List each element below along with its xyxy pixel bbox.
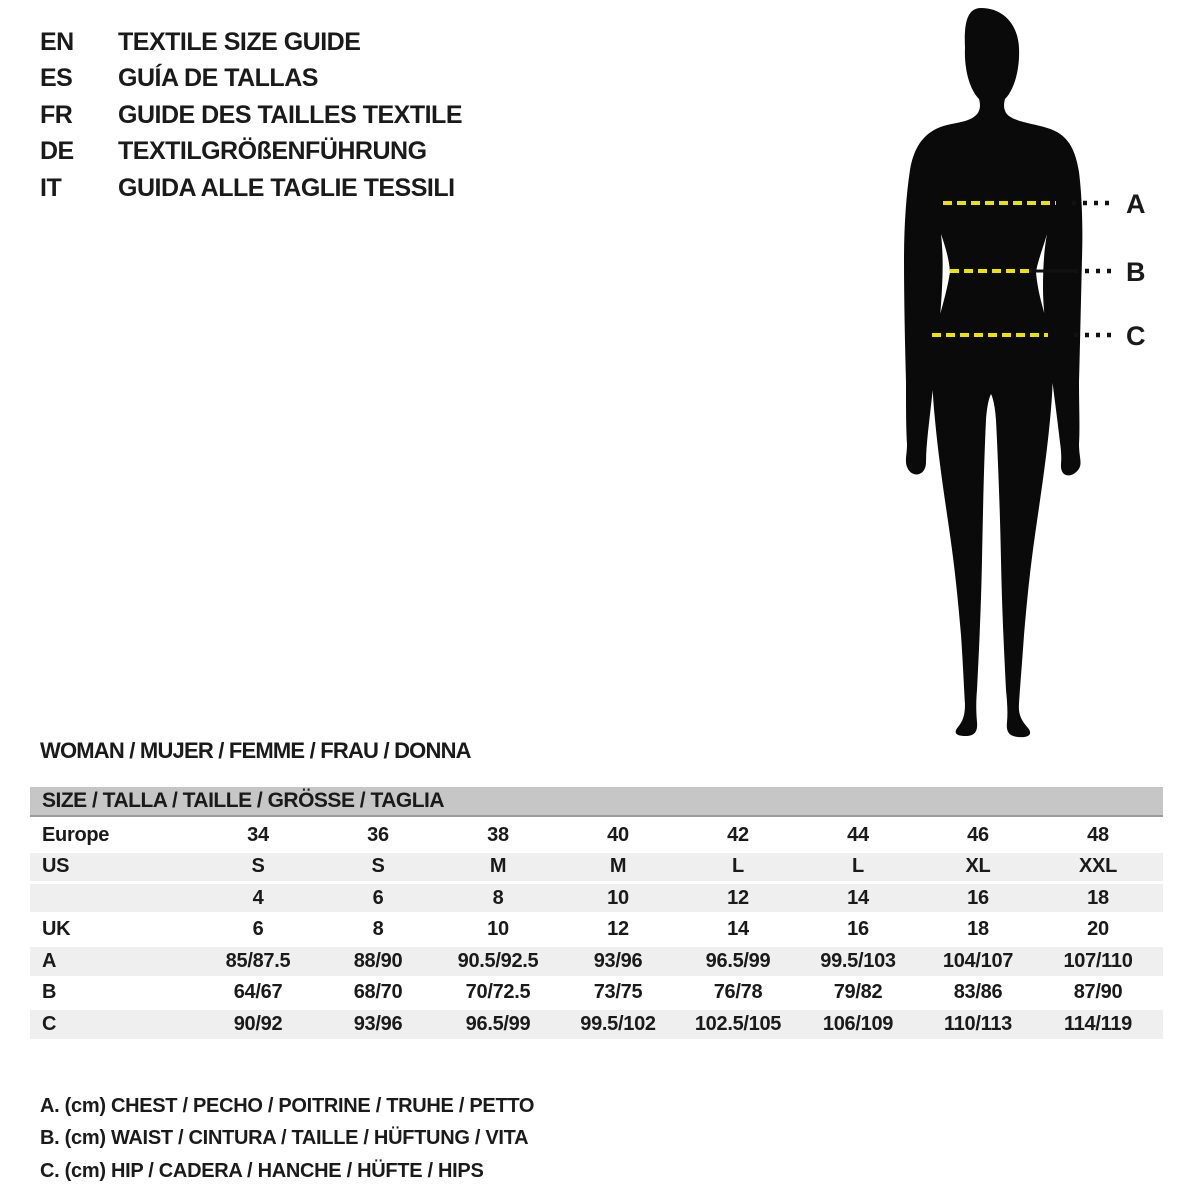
- size-table-body: [30, 821, 1163, 1039]
- size-value-cell: M: [609, 855, 627, 878]
- table-row: [30, 916, 1163, 944]
- size-value-cell: 36: [367, 823, 389, 846]
- size-value-cell: 99.5/102: [580, 1013, 656, 1036]
- language-code: DE: [40, 137, 74, 166]
- size-value-cell: S: [251, 855, 265, 878]
- size-value-cell: 10: [487, 918, 509, 941]
- size-value-cell: 76/78: [713, 981, 763, 1004]
- language-row-de: [40, 134, 462, 171]
- gender-heading: WOMAN / MUJER / FEMME / FRAU / DONNA: [40, 738, 471, 763]
- size-value-cell: 14: [727, 918, 749, 941]
- table-row: [30, 1010, 1163, 1038]
- marker-label-chest: A: [1126, 189, 1146, 219]
- size-value-cell: 102.5/105: [694, 1013, 782, 1036]
- size-value-cell: L: [732, 855, 744, 878]
- size-value-cell: 12: [727, 886, 749, 909]
- size-value-cell: 70/72.5: [465, 981, 531, 1004]
- row-label: US: [42, 855, 70, 878]
- table-row: [30, 853, 1163, 881]
- size-value-cell: 6: [252, 918, 264, 941]
- size-value-cell: 83/86: [953, 981, 1003, 1004]
- table-row: [30, 979, 1163, 1007]
- size-value-cell: 110/113: [944, 1013, 1012, 1036]
- size-value-cell: XXL: [1079, 855, 1117, 878]
- size-value-cell: 93/96: [353, 1013, 403, 1036]
- language-row-es: [40, 61, 462, 98]
- size-value-cell: 40: [607, 823, 629, 846]
- legend-line: A. (cm) CHEST / PECHO / POITRINE / TRUHE / PETTO: [40, 1094, 535, 1117]
- size-value-cell: 87/90: [1073, 981, 1123, 1004]
- size-value-cell: 106/109: [822, 1013, 894, 1036]
- language-row-it: [40, 170, 462, 207]
- marker-label-waist: B: [1126, 257, 1146, 287]
- size-value-cell: 79/82: [833, 981, 883, 1004]
- size-value-cell: 96.5/99: [705, 949, 771, 972]
- size-value-cell: 6: [372, 886, 384, 909]
- guide-title-text: GUÍA DE TALLAS: [118, 64, 318, 93]
- table-row: [30, 947, 1163, 975]
- size-value-cell: 85/87.5: [225, 949, 291, 972]
- measurement-legend: [40, 1090, 534, 1188]
- size-value-cell: 99.5/103: [820, 949, 896, 972]
- body-measurement-figure: [860, 0, 1200, 740]
- size-value-cell: 107/110: [1063, 949, 1133, 972]
- language-row-fr: [40, 97, 462, 134]
- marker-label-hip: C: [1126, 321, 1146, 351]
- guide-title-text: GUIDE DES TAILLES TEXTILE: [118, 100, 463, 129]
- size-value-cell: 46: [967, 823, 989, 846]
- language-code: ES: [40, 64, 73, 93]
- size-value-cell: 38: [487, 823, 509, 846]
- size-value-cell: 44: [847, 823, 869, 846]
- row-label: A: [42, 949, 57, 972]
- language-row-en: [40, 24, 462, 61]
- legend-line: C. (cm) HIP / CADERA / HANCHE / HÜFTE / HIPS: [40, 1159, 484, 1182]
- table-row: [30, 884, 1163, 912]
- size-value-cell: 88/90: [353, 949, 403, 972]
- row-label: UK: [42, 918, 71, 941]
- language-title-list: [40, 24, 462, 207]
- size-value-cell: 20: [1087, 918, 1109, 941]
- size-value-cell: 104/107: [942, 949, 1014, 972]
- size-value-cell: M: [489, 855, 507, 878]
- size-value-cell: 93/96: [593, 949, 643, 972]
- woman-silhouette-graphic: [860, 0, 1200, 740]
- legend-line: B. (cm) WAIST / CINTURA / TAILLE / HÜFTUNG / VITA: [40, 1127, 529, 1150]
- size-value-cell: 4: [252, 886, 264, 909]
- language-code: EN: [40, 27, 74, 56]
- size-value-cell: 34: [247, 823, 269, 846]
- size-value-cell: 90.5/92.5: [457, 949, 539, 972]
- woman-silhouette-shape: [904, 8, 1082, 737]
- size-value-cell: 90/92: [233, 1013, 283, 1036]
- row-label: B: [42, 981, 57, 1004]
- size-value-cell: 48: [1087, 823, 1109, 846]
- guide-title-text: TEXTILGRÖßENFÜHRUNG: [118, 137, 427, 166]
- size-table: [30, 787, 1163, 1039]
- size-value-cell: XL: [965, 855, 991, 878]
- size-value-cell: 64/67: [233, 981, 283, 1004]
- row-label: Europe: [42, 823, 110, 846]
- size-value-cell: 16: [847, 918, 869, 941]
- size-value-cell: 12: [607, 918, 629, 941]
- size-value-cell: L: [852, 855, 864, 878]
- size-value-cell: 73/75: [593, 981, 643, 1004]
- size-value-cell: 68/70: [353, 981, 403, 1004]
- size-table-header: SIZE / TALLA / TAILLE / GRÖSSE / TAGLIA: [30, 787, 1163, 817]
- guide-title-text: TEXTILE SIZE GUIDE: [118, 27, 361, 56]
- size-value-cell: 18: [1087, 886, 1109, 909]
- language-code: IT: [40, 173, 62, 202]
- size-value-cell: 42: [727, 823, 749, 846]
- size-value-cell: 14: [847, 886, 869, 909]
- guide-title-text: GUIDA ALLE TAGLIE TESSILI: [118, 173, 455, 202]
- row-label: C: [42, 1013, 57, 1036]
- size-value-cell: S: [371, 855, 385, 878]
- language-code: FR: [40, 100, 73, 129]
- size-value-cell: 114/119: [1064, 1013, 1132, 1036]
- size-value-cell: 96.5/99: [465, 1013, 531, 1036]
- size-value-cell: 8: [492, 886, 504, 909]
- size-value-cell: 8: [372, 918, 384, 941]
- size-value-cell: 18: [967, 918, 989, 941]
- size-value-cell: 10: [607, 886, 629, 909]
- table-row: [30, 821, 1163, 849]
- size-value-cell: 16: [967, 886, 989, 909]
